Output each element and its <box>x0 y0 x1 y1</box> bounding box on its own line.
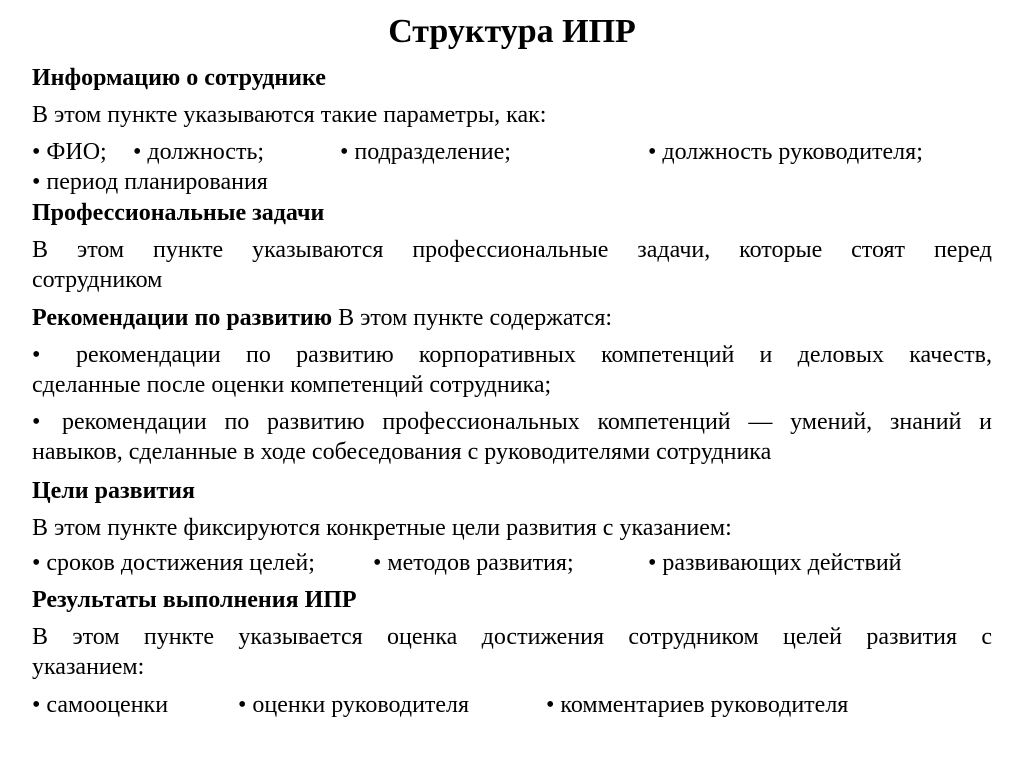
page-title: Структура ИПР <box>388 13 636 50</box>
goals-bullet-text: развивающих действий <box>662 550 902 576</box>
results-bullet-text: оценки руководителя <box>252 692 470 718</box>
tasks-text-line1: В этом пункте указываются профессиональные задачи, которые стоят перед <box>32 237 992 263</box>
recommendations-line <box>32 303 612 333</box>
heading-employee-info: Информацию о сотруднике <box>32 65 326 91</box>
results-bullet-self <box>32 690 168 720</box>
tasks-text-line2: сотрудником <box>32 267 163 293</box>
heading-professional-tasks: Профессиональные задачи <box>32 200 325 226</box>
recs-item2-line1: рекомендации по развитию профессиональных компетенций — умений, знаний и <box>62 409 992 435</box>
info-bullet-fio <box>32 137 107 167</box>
recs-bullet-1-marker: • <box>32 342 41 368</box>
bullet: • <box>238 692 247 718</box>
info-bullet-text: период планирования <box>46 169 268 195</box>
bullet: • <box>373 550 382 576</box>
recs-bullet-2-marker: • <box>32 409 41 435</box>
bullet: • <box>340 139 349 165</box>
recommendations-intro: В этом пункте содержатся: <box>332 305 613 331</box>
info-bullet-period <box>32 167 268 197</box>
bullet: • <box>546 692 555 718</box>
results-text-line1: В этом пункте указывается оценка достижения сотрудником целей развития с <box>32 624 992 650</box>
recs-item2-line2: навыков, сделанные в ходе собеседования с руководителями сотрудника <box>32 439 772 465</box>
goals-bullet-deadlines <box>32 548 315 578</box>
bullet: • <box>32 169 41 195</box>
bullet: • <box>648 550 657 576</box>
bullet: • <box>32 139 41 165</box>
goals-bullet-actions <box>648 548 902 578</box>
results-bullet-text: самооценки <box>46 692 169 718</box>
bullet: • <box>133 139 142 165</box>
info-intro: В этом пункте указываются такие параметры, как: <box>32 102 547 128</box>
goals-intro: В этом пункте фиксируются конкретные цели развития с указанием: <box>32 515 732 541</box>
results-bullet-comments <box>546 690 848 720</box>
recs-item1-line2: сделанные после оценки компетенций сотрудника; <box>32 372 552 398</box>
results-bullet-manager <box>238 690 469 720</box>
info-bullet-manager-position <box>648 137 923 167</box>
goals-bullet-text: сроков достижения целей; <box>46 550 315 576</box>
info-bullet-text: ФИО; <box>46 139 107 165</box>
heading-recommendations: Рекомендации по развитию <box>32 305 333 331</box>
bullet: • <box>32 692 41 718</box>
info-bullet-text: подразделение; <box>354 139 511 165</box>
results-text-line2: указанием: <box>32 654 145 680</box>
info-bullet-department <box>340 137 511 167</box>
heading-results: Результаты выполнения ИПР <box>32 587 357 613</box>
bullet: • <box>648 139 657 165</box>
goals-bullet-text: методов развития; <box>387 550 574 576</box>
info-bullet-text: должность; <box>147 139 265 165</box>
goals-bullet-methods <box>373 548 574 578</box>
bullet: • <box>32 550 41 576</box>
info-bullet-position <box>133 137 264 167</box>
results-bullet-text: комментариев руководителя <box>560 692 849 718</box>
heading-development-goals: Цели развития <box>32 478 195 504</box>
recs-item1-line1: рекомендации по развитию корпоративных компетенций и деловых качеств, <box>76 342 992 368</box>
info-bullet-text: должность руководителя; <box>662 139 923 165</box>
